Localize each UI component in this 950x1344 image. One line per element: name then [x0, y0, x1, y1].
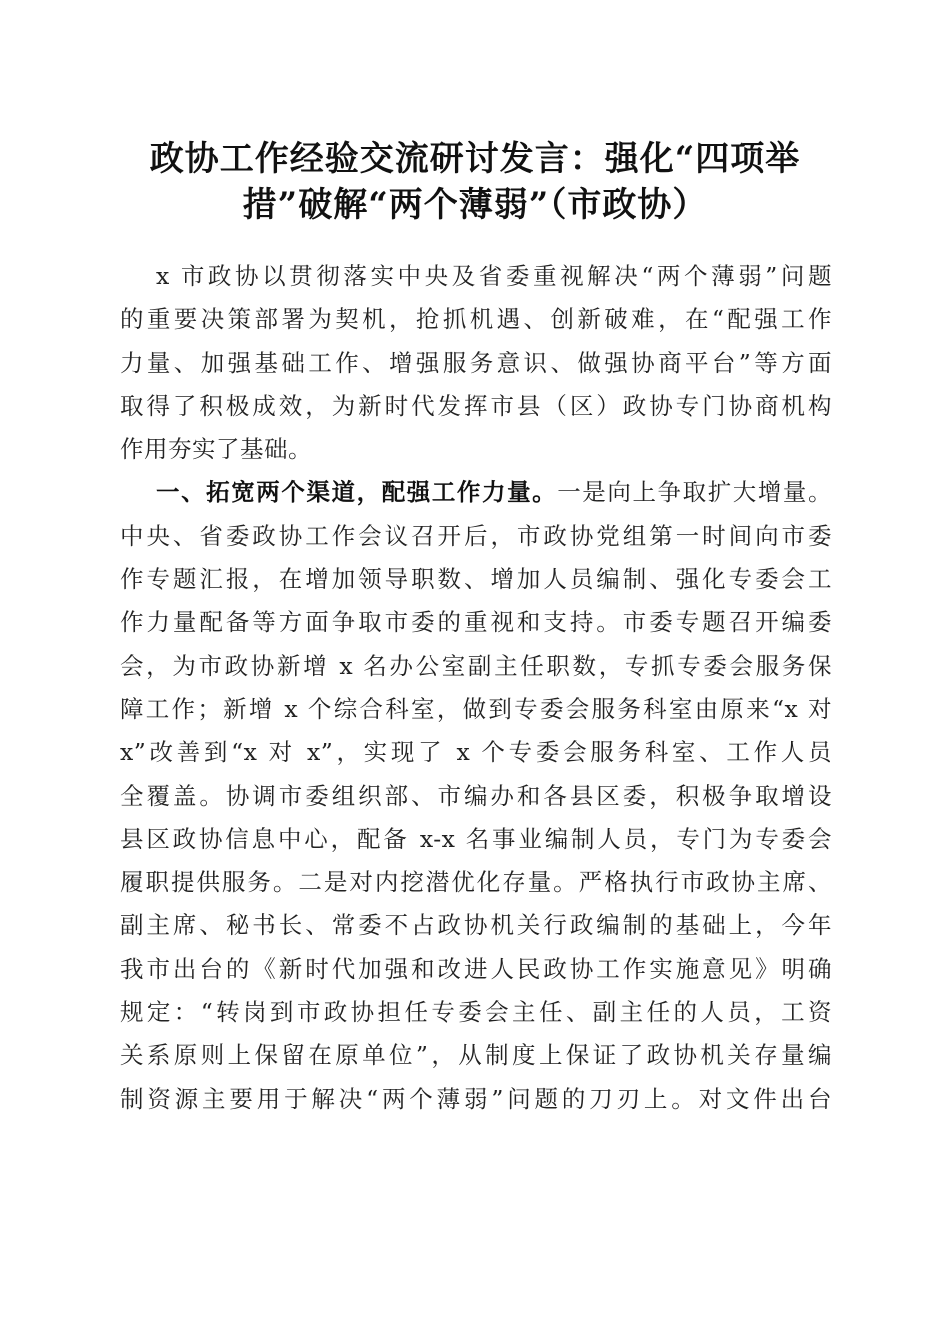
paragraph-2-line-4: 作力量配备等方面争取市委的重视和支持。市委专题召开编委 [120, 608, 832, 637]
paragraph-2-line-2: 中央、省委政协工作会议召开后，市政协党组第一时间向市委 [120, 521, 832, 550]
paragraph-2-line-10: 履职提供服务。二是对内挖潜优化存量。严格执行市政协主席、 [120, 868, 832, 897]
document-body [120, 255, 832, 1121]
section-heading: 一、拓宽两个渠道，配强工作力量。 [156, 478, 558, 507]
paragraph-2-line-1-text: 一是向上争取扩大增量。 [557, 478, 833, 507]
paragraph-2-line-5: 会，为市政协新增 x 名办公室副主任职数，专抓专委会服务保 [120, 651, 832, 680]
paragraph-2-line-7: x”改善到“x 对 x”，实现了 x 个专委会服务科室、工作人员 [120, 738, 832, 767]
paragraph-1-line-1: x 市政协以贯彻落实中央及省委重视解决“两个薄弱”问题 [156, 262, 832, 290]
document-title [120, 136, 830, 228]
paragraph-1-line-2: 的重要决策部署为契机，抢抓机遇、创新破难，在“配强工作 [120, 305, 832, 334]
paragraph-1-line-5: 作用夯实了基础。 [120, 435, 312, 464]
paragraph-2-line-11: 副主席、秘书长、常委不占政协机关行政编制的基础上，今年 [120, 911, 832, 940]
paragraph-2-line-6: 障工作；新增 x 个综合科室，做到专委会服务科室由原来“x 对 [120, 694, 832, 723]
paragraph-2-line-15: 制资源主要用于解决“两个薄弱”问题的刀刃上。对文件出台 [120, 1084, 832, 1113]
paragraph-2-line-1 [120, 471, 832, 514]
paragraph-2-line-13: 规定：“转岗到市政协担任专委会主任、副主任的人员，工资 [120, 998, 832, 1027]
paragraph-2-line-12: 我市出台的《新时代加强和改进人民政协工作实施意见》明确 [120, 954, 832, 983]
title-line-1: 政协工作经验交流研讨发言：强化“四项举 [149, 139, 801, 179]
paragraph-1-line-4: 取得了积极成效，为新时代发挥市县（区）政协专门协商机构 [120, 391, 832, 420]
paragraph-2-line-14: 关系原则上保留在原单位”，从制度上保证了政协机关存量编 [120, 1041, 832, 1070]
paragraph-2-line-3: 作专题汇报，在增加领导职数、增加人员编制、强化专委会工 [120, 565, 832, 594]
paragraph-1-line-3: 力量、加强基础工作、增强服务意识、做强协商平台”等方面 [120, 348, 832, 377]
title-line-2: 措”破解“两个薄弱”（市政协） [242, 185, 708, 225]
paragraph-2-line-9: 县区政协信息中心，配备 x-x 名事业编制人员，专门为专委会 [120, 824, 832, 853]
paragraph-2-line-8: 全覆盖。协调市委组织部、市编办和各县区委，积极争取增设 [120, 781, 832, 810]
